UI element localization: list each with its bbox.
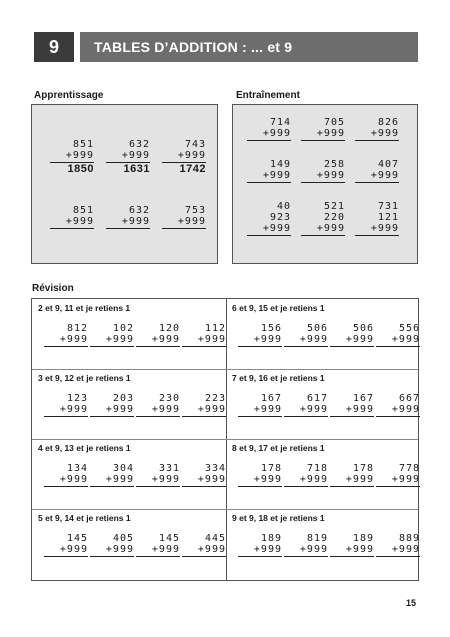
revision-cell-title: 7 et 9, 16 et je retiens 1 xyxy=(232,373,325,383)
sum-line xyxy=(330,416,374,417)
addend-row: +999 xyxy=(65,150,94,161)
number-row: 258 xyxy=(323,159,345,170)
number-row: 851 xyxy=(72,205,94,216)
addend-row: +999 xyxy=(370,223,399,234)
revision-cell xyxy=(32,509,226,579)
addend-row: +999 xyxy=(345,334,374,345)
revision-cell-title: 8 et 9, 17 et je retiens 1 xyxy=(232,443,325,453)
addend-row: +999 xyxy=(253,474,282,485)
sum-line xyxy=(136,486,180,487)
number-row: 167 xyxy=(352,393,374,404)
sum-line xyxy=(376,416,420,417)
chapter-title: TABLES D’ADDITION : ... et 9 xyxy=(80,32,418,62)
number-row: 407 xyxy=(377,159,399,170)
addition-problem xyxy=(44,463,88,487)
number-row: 123 xyxy=(66,393,88,404)
addend-row: +999 xyxy=(391,544,420,555)
addition-problem xyxy=(238,533,282,557)
number-row: 134 xyxy=(66,463,88,474)
addition-problem xyxy=(90,393,134,417)
addition-problem xyxy=(284,463,328,487)
apprentissage-label: Apprentissage xyxy=(34,90,104,101)
sum-line xyxy=(136,416,180,417)
sum-line xyxy=(376,556,420,557)
sum-line xyxy=(284,556,328,557)
addend-row: +999 xyxy=(65,216,94,227)
number-row: 632 xyxy=(128,139,150,150)
number-row: 112 xyxy=(204,323,226,334)
addend-row: +999 xyxy=(121,150,150,161)
addition-problem xyxy=(50,139,94,175)
sum-line xyxy=(376,346,420,347)
number-row: 556 xyxy=(398,323,420,334)
addition-problem xyxy=(182,393,226,417)
addend-row: +999 xyxy=(262,128,291,139)
addition-problem xyxy=(247,117,291,141)
number-row: 304 xyxy=(112,463,134,474)
addition-problem xyxy=(44,323,88,347)
addition-problem xyxy=(376,393,420,417)
addition-problem xyxy=(284,323,328,347)
addition-problem xyxy=(284,393,328,417)
addend-row: +999 xyxy=(59,404,88,415)
addition-problem xyxy=(301,117,345,141)
page-number: 15 xyxy=(406,598,417,608)
result-value xyxy=(50,230,94,241)
sum-line xyxy=(182,556,226,557)
sum-line xyxy=(90,346,134,347)
addition-problem xyxy=(238,393,282,417)
addend-row: +999 xyxy=(253,334,282,345)
number-row: 405 xyxy=(112,533,134,544)
addition-problem xyxy=(376,463,420,487)
sum-line xyxy=(106,228,150,229)
addition-problem xyxy=(284,533,328,557)
addend-row: +999 xyxy=(299,334,328,345)
revision-cell-title: 2 et 9, 11 et je retiens 1 xyxy=(38,303,131,313)
chapter-header xyxy=(34,32,418,62)
addend-row: +999 xyxy=(345,474,374,485)
sum-line xyxy=(44,416,88,417)
addend-row: +999 xyxy=(59,334,88,345)
addition-problem xyxy=(376,323,420,347)
sum-line xyxy=(355,182,399,183)
sum-line xyxy=(238,416,282,417)
addend-row: +999 xyxy=(151,404,180,415)
revision-cell xyxy=(226,299,420,369)
sum-line xyxy=(90,416,134,417)
sum-line xyxy=(284,416,328,417)
addend-row: +999 xyxy=(59,544,88,555)
chapter-number: 9 xyxy=(34,32,74,62)
number-row: 445 xyxy=(204,533,226,544)
sum-line xyxy=(355,235,399,236)
addition-problem xyxy=(136,393,180,417)
addend-row: +999 xyxy=(197,474,226,485)
addend-row: +999 xyxy=(345,544,374,555)
sum-line xyxy=(247,140,291,141)
number-row: 826 xyxy=(377,117,399,128)
addition-problem xyxy=(238,463,282,487)
addend-row: +999 xyxy=(151,334,180,345)
sum-line xyxy=(44,486,88,487)
addend-row: +999 xyxy=(316,128,345,139)
sum-line xyxy=(284,486,328,487)
addition-problem xyxy=(90,533,134,557)
addend-row: +999 xyxy=(197,404,226,415)
sum-line xyxy=(44,556,88,557)
number-row: 149 xyxy=(269,159,291,170)
addend-row: +999 xyxy=(151,544,180,555)
addition-problem xyxy=(50,205,94,241)
sum-line xyxy=(330,486,374,487)
number-row: 743 xyxy=(184,139,206,150)
addition-problem xyxy=(136,323,180,347)
number-row: 223 xyxy=(204,393,226,404)
sum-line xyxy=(284,346,328,347)
addend-row: +999 xyxy=(299,474,328,485)
number-row: 178 xyxy=(260,463,282,474)
addition-problem xyxy=(162,205,206,241)
addend-row: +999 xyxy=(316,170,345,181)
sum-line xyxy=(355,140,399,141)
addend-row: +999 xyxy=(121,216,150,227)
sum-line xyxy=(301,182,345,183)
number-row: 203 xyxy=(112,393,134,404)
apprentissage-box xyxy=(31,104,218,264)
number-row: 145 xyxy=(66,533,88,544)
revision-cell xyxy=(226,369,420,439)
addend-row: +999 xyxy=(197,544,226,555)
sum-line xyxy=(136,556,180,557)
addition-problem xyxy=(330,393,374,417)
addition-problem xyxy=(90,463,134,487)
sum-line xyxy=(376,486,420,487)
addend-row: +999 xyxy=(345,404,374,415)
sum-line xyxy=(182,416,226,417)
addend-row: +999 xyxy=(299,404,328,415)
addend-row: +999 xyxy=(253,544,282,555)
addend-row: +999 xyxy=(105,474,134,485)
sum-line xyxy=(90,486,134,487)
result-value xyxy=(162,230,206,241)
addition-problem xyxy=(330,323,374,347)
revision-cell xyxy=(32,299,226,369)
addend-row: +999 xyxy=(105,334,134,345)
entrainement-box xyxy=(232,104,418,264)
number-row: 731 xyxy=(377,201,399,212)
result-value: 1850 xyxy=(67,163,94,175)
addition-problem xyxy=(376,533,420,557)
number-row: 851 xyxy=(72,139,94,150)
number-row: 812 xyxy=(66,323,88,334)
addend-row: +999 xyxy=(105,404,134,415)
addend-row: +999 xyxy=(370,170,399,181)
result-value: 1631 xyxy=(123,163,150,175)
revision-cell xyxy=(226,439,420,509)
addend-row: +999 xyxy=(299,544,328,555)
number-row: 145 xyxy=(158,533,180,544)
addition-problem xyxy=(136,463,180,487)
addition-problem xyxy=(355,159,399,183)
sum-line xyxy=(162,228,206,229)
number-row: 220 xyxy=(323,212,345,223)
addend-row: +999 xyxy=(253,404,282,415)
revision-cell xyxy=(32,369,226,439)
sum-line xyxy=(247,182,291,183)
number-row: 331 xyxy=(158,463,180,474)
addend-row: +999 xyxy=(262,170,291,181)
addition-problem xyxy=(301,159,345,183)
addition-problem xyxy=(238,323,282,347)
number-row: 120 xyxy=(158,323,180,334)
addition-problem xyxy=(330,463,374,487)
addend-row: +999 xyxy=(177,150,206,161)
number-row: 156 xyxy=(260,323,282,334)
addition-problem xyxy=(182,463,226,487)
number-row: 189 xyxy=(352,533,374,544)
addend-row: +999 xyxy=(391,334,420,345)
entrainement-label: Entraînement xyxy=(236,90,300,101)
number-row: 753 xyxy=(184,205,206,216)
number-row: 506 xyxy=(352,323,374,334)
addition-problem xyxy=(106,205,150,241)
addend-row: +999 xyxy=(316,223,345,234)
addend-row: +999 xyxy=(391,474,420,485)
number-row: 230 xyxy=(158,393,180,404)
number-row: 334 xyxy=(204,463,226,474)
sum-line xyxy=(90,556,134,557)
revision-cell-title: 5 et 9, 14 et je retiens 1 xyxy=(38,513,131,523)
number-row: 705 xyxy=(323,117,345,128)
addend-row: +999 xyxy=(151,474,180,485)
number-row: 889 xyxy=(398,533,420,544)
sum-line xyxy=(247,235,291,236)
addition-problem xyxy=(182,533,226,557)
addition-problem xyxy=(301,201,345,236)
addition-problem xyxy=(247,201,291,236)
revision-grid xyxy=(31,298,419,581)
number-row: 617 xyxy=(306,393,328,404)
addition-problem xyxy=(162,139,206,175)
number-row: 178 xyxy=(352,463,374,474)
sum-line xyxy=(238,556,282,557)
addend-row: +999 xyxy=(391,404,420,415)
result-value: 1742 xyxy=(179,163,206,175)
addition-problem xyxy=(44,393,88,417)
revision-cell-title: 4 et 9, 13 et je retiens 1 xyxy=(38,443,131,453)
revision-cell-title: 9 et 9, 18 et je retiens 1 xyxy=(232,513,325,523)
number-row: 632 xyxy=(128,205,150,216)
addend-row: +999 xyxy=(177,216,206,227)
revision-cell xyxy=(226,509,420,579)
number-row: 121 xyxy=(377,212,399,223)
number-row: 167 xyxy=(260,393,282,404)
number-row: 923 xyxy=(269,212,291,223)
addition-problem xyxy=(355,201,399,236)
sum-line xyxy=(44,346,88,347)
number-row: 102 xyxy=(112,323,134,334)
result-value xyxy=(106,230,150,241)
number-row: 819 xyxy=(306,533,328,544)
addition-problem xyxy=(182,323,226,347)
addend-row: +999 xyxy=(197,334,226,345)
revision-cell-title: 3 et 9, 12 et je retiens 1 xyxy=(38,373,131,383)
sum-line xyxy=(301,140,345,141)
sum-line xyxy=(238,346,282,347)
sum-line xyxy=(330,556,374,557)
addend-row: +999 xyxy=(59,474,88,485)
sum-line xyxy=(301,235,345,236)
addend-row: +999 xyxy=(370,128,399,139)
revision-cell-title: 6 et 9, 15 et je retiens 1 xyxy=(232,303,325,313)
number-row: 714 xyxy=(269,117,291,128)
addition-problem xyxy=(90,323,134,347)
revision-label: Révision xyxy=(32,283,74,294)
number-row: 506 xyxy=(306,323,328,334)
addition-problem xyxy=(106,139,150,175)
number-row: 667 xyxy=(398,393,420,404)
number-row: 189 xyxy=(260,533,282,544)
addition-problem xyxy=(136,533,180,557)
number-row: 718 xyxy=(306,463,328,474)
addend-row: +999 xyxy=(105,544,134,555)
addition-problem xyxy=(355,117,399,141)
addition-problem xyxy=(247,159,291,183)
sum-line xyxy=(182,486,226,487)
addition-problem xyxy=(44,533,88,557)
sum-line xyxy=(136,346,180,347)
number-row: 521 xyxy=(323,201,345,212)
sum-line xyxy=(182,346,226,347)
revision-cell xyxy=(32,439,226,509)
addition-problem xyxy=(330,533,374,557)
sum-line xyxy=(50,228,94,229)
number-row: 40 xyxy=(276,201,291,212)
sum-line xyxy=(238,486,282,487)
addend-row: +999 xyxy=(262,223,291,234)
number-row: 778 xyxy=(398,463,420,474)
sum-line xyxy=(330,346,374,347)
